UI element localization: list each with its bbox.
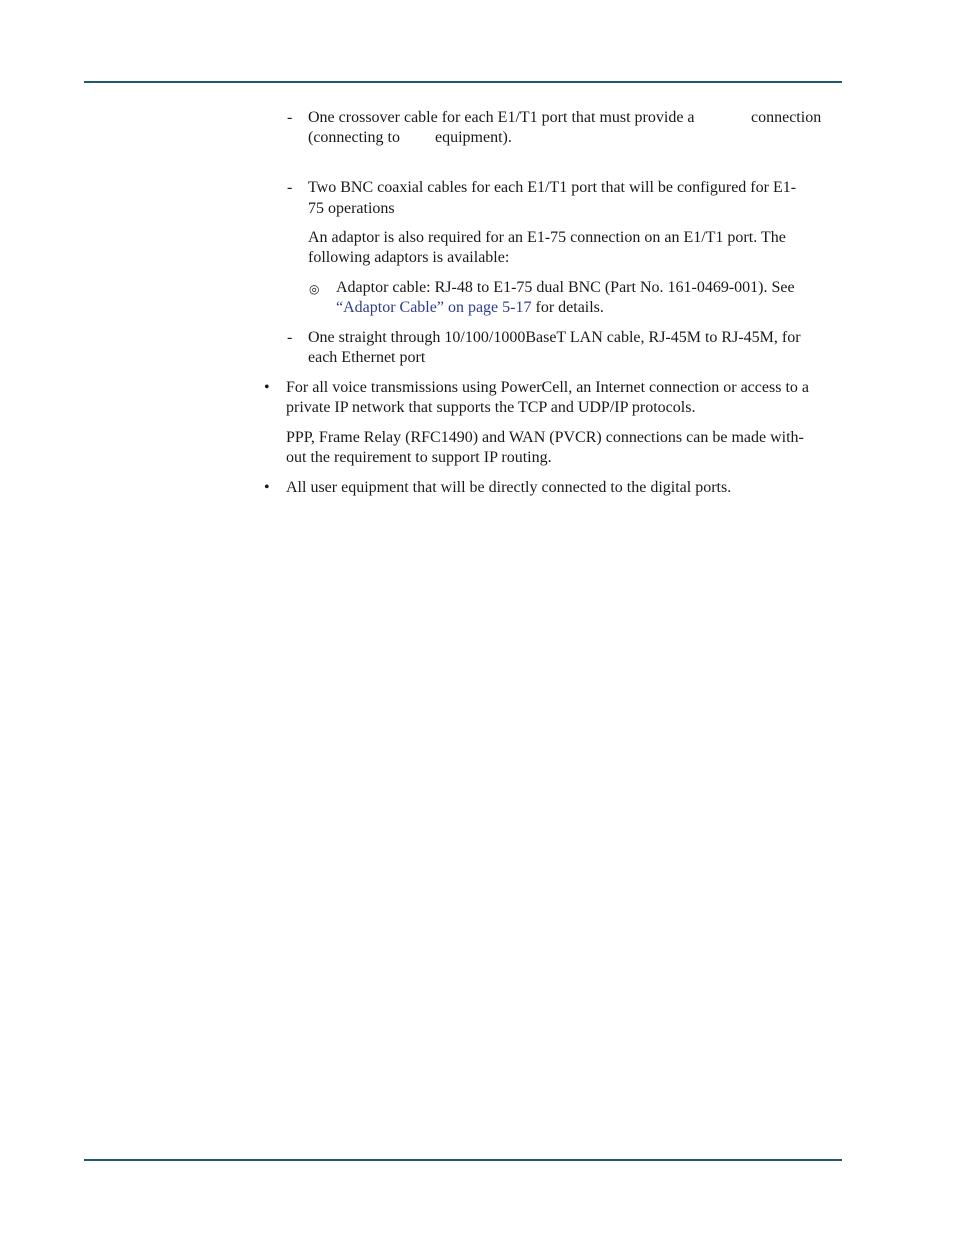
dash-1-line-1-tail: connection bbox=[751, 109, 822, 126]
bullet-marker: • bbox=[264, 479, 270, 496]
dash-2-paragraph-line-2: following adaptors is available: bbox=[308, 249, 510, 266]
header-rule bbox=[84, 81, 842, 83]
dash-2-line-1: Two BNC coaxial cables for each E1/T1 port that will be configured for E1- bbox=[308, 179, 797, 196]
dash-marker: - bbox=[287, 179, 293, 196]
bullet-marker: • bbox=[264, 379, 270, 396]
dash-3-line-2: each Ethernet port bbox=[308, 349, 426, 366]
bullet-1-line-1: For all voice transmissions using PowerCell, an Internet connection or access to a bbox=[286, 379, 809, 396]
bullet-2-line-1: All user equipment that will be directly connected to the digital ports. bbox=[286, 479, 732, 496]
dash-3-line-1: One straight through 10/100/1000BaseT LAN cable, RJ-45M to RJ-45M, for bbox=[308, 329, 801, 346]
sub-item-line-1: Adaptor cable: RJ-48 to E1-75 dual BNC (Part No. 161-0469-001). See bbox=[336, 279, 795, 296]
bullet-1-paragraph-line-1: PPP, Frame Relay (RFC1490) and WAN (PVCR) connections can be made with- bbox=[286, 429, 804, 446]
footer-rule bbox=[84, 1159, 842, 1161]
bullet-1-paragraph-line-2: out the requirement to support IP routing. bbox=[286, 449, 552, 466]
dash-2-line-2: 75 operations bbox=[308, 200, 395, 217]
circle-bullet-icon: ◎ bbox=[309, 282, 320, 296]
dash-1-line-1: One crossover cable for each E1/T1 port that must provide a bbox=[308, 109, 695, 126]
dash-1-line-2-tail: equipment). bbox=[435, 129, 512, 146]
sub-item-line-2 bbox=[336, 298, 604, 318]
dash-marker: - bbox=[287, 329, 293, 346]
dash-2-paragraph-line-1: An adaptor is also required for an E1-75 connection on an E1/T1 port. The bbox=[308, 229, 786, 246]
dash-marker: - bbox=[287, 109, 293, 126]
bullet-1-line-2: private IP network that supports the TCP and UDP/IP protocols. bbox=[286, 399, 696, 416]
sub-item-after-link: for details. bbox=[531, 299, 604, 316]
adaptor-cable-link[interactable]: “Adaptor Cable” on page 5-17 bbox=[336, 299, 532, 316]
dash-1-line-2-head: (connecting to bbox=[308, 129, 400, 146]
